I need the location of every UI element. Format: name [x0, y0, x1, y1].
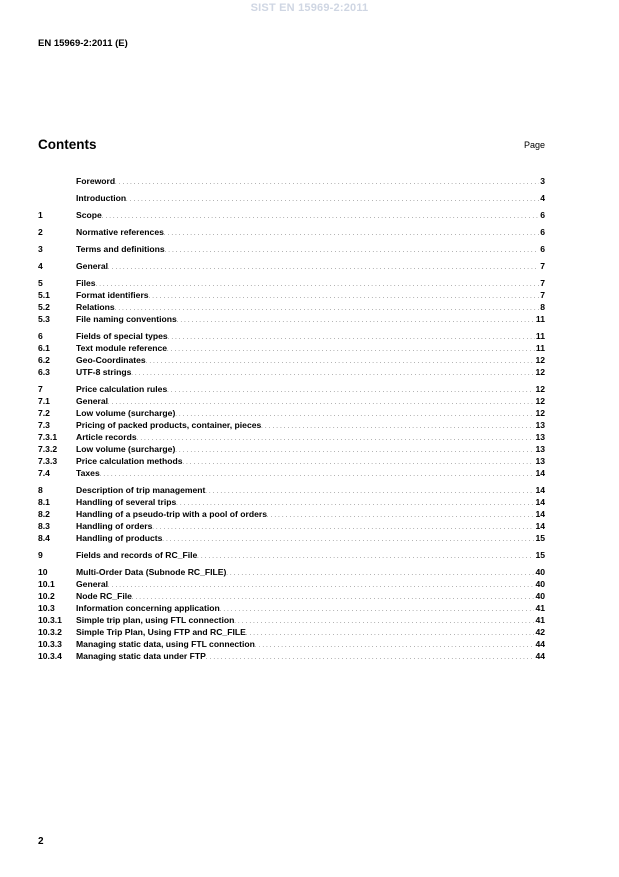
toc-entry-title: Relations	[76, 302, 115, 312]
toc-entry-page: 11	[535, 331, 545, 341]
toc-leader-dots	[162, 532, 534, 546]
toc-entry-number: 5.3	[38, 314, 50, 324]
toc-entry-page: 6	[540, 210, 545, 220]
toc-leader-dots	[126, 192, 539, 206]
toc-entry[interactable]	[38, 407, 545, 419]
toc-entry-page: 14	[535, 509, 545, 519]
toc-leader-dots	[197, 549, 534, 563]
toc-entry-number: 8.2	[38, 509, 50, 519]
toc-entry[interactable]	[38, 175, 545, 187]
toc-entry-title: File naming conventions	[76, 314, 177, 324]
toc-entry-number: 6.2	[38, 355, 50, 365]
toc-entry-number: 7.3.3	[38, 456, 58, 466]
toc-entry[interactable]	[38, 330, 545, 342]
toc-entry-page: 6	[540, 244, 545, 254]
toc-entry-number: 5	[38, 278, 43, 288]
toc-entry-page: 41	[535, 603, 545, 613]
toc-entry-page: 41	[535, 615, 545, 625]
toc-entry-number: 6.3	[38, 367, 50, 377]
toc-entry-number: 5.1	[38, 290, 50, 300]
toc-entry[interactable]	[38, 566, 545, 578]
toc-entry-page: 40	[535, 579, 545, 589]
toc-entry-page: 15	[535, 533, 545, 543]
toc-entry[interactable]	[38, 532, 545, 544]
toc-entry-number: 8	[38, 485, 43, 495]
page-column-label: Page	[523, 140, 545, 150]
toc-entry-page: 40	[535, 567, 545, 577]
toc-entry-title: Handling of several trips	[76, 497, 177, 507]
toc-entry[interactable]	[38, 467, 545, 479]
toc-entry-page: 14	[535, 468, 545, 478]
document-id: EN 15969-2:2011 (E)	[38, 38, 128, 49]
toc-entry-title: Geo-Coordinates	[76, 355, 146, 365]
toc-entry-title: Managing static data, using FTL connection	[76, 639, 255, 649]
toc-entry-number: 10.3.2	[38, 627, 62, 637]
toc-entry[interactable]	[38, 455, 545, 467]
toc-entry[interactable]	[38, 496, 545, 508]
toc-entry-number: 7.2	[38, 408, 50, 418]
toc-entry-page: 13	[535, 444, 545, 454]
toc-entry[interactable]	[38, 650, 545, 662]
toc-entry-title: Handling of orders	[76, 521, 153, 531]
toc-entry-page: 40	[535, 591, 545, 601]
toc-entry-title: Fields of special types	[76, 331, 168, 341]
toc-entry[interactable]	[38, 395, 545, 407]
toc-entry-page: 7	[540, 261, 545, 271]
toc-entry-number: 2	[38, 227, 43, 237]
toc-entry-number: 7.4	[38, 468, 50, 478]
toc-entry[interactable]	[38, 354, 545, 366]
toc-entry[interactable]	[38, 209, 545, 221]
toc-entry-page: 12	[535, 355, 545, 365]
toc-entry-page: 7	[540, 278, 545, 288]
toc-entry-title: Low volume (surcharge)	[76, 444, 176, 454]
toc-entry-number: 6	[38, 331, 43, 341]
toc-entry[interactable]	[38, 277, 545, 289]
toc-leader-dots	[131, 366, 534, 380]
toc-entry-number: 1	[38, 210, 43, 220]
toc-entry-page: 6	[540, 227, 545, 237]
toc-entry[interactable]	[38, 508, 545, 520]
toc-leader-dots	[100, 467, 535, 481]
toc-entry-page: 7	[540, 290, 545, 300]
toc-entry-number: 7	[38, 384, 43, 394]
toc-entry-title: Foreword	[76, 176, 116, 186]
toc-entry[interactable]	[38, 549, 545, 561]
toc-entry-title: UTF-8 strings	[76, 367, 132, 377]
toc-entry-number: 9	[38, 550, 43, 560]
toc-entry-title: Taxes	[76, 468, 100, 478]
toc-entry-title: Information concerning application	[76, 603, 220, 613]
toc-entry[interactable]	[38, 342, 545, 354]
toc-entry-number: 10.3	[38, 603, 55, 613]
toc-entry[interactable]	[38, 260, 545, 272]
toc-entry-title: Pricing of packed products, container, pieces	[76, 420, 262, 430]
toc-entry[interactable]	[38, 419, 545, 431]
toc-entry[interactable]	[38, 192, 545, 204]
toc-entry[interactable]	[38, 626, 545, 638]
toc-entry-title: Fields and records of RC_File	[76, 550, 198, 560]
toc-entry-page: 15	[535, 550, 545, 560]
toc-entry[interactable]	[38, 590, 545, 602]
toc-entry[interactable]	[38, 578, 545, 590]
toc-entry-title: Price calculation rules	[76, 384, 168, 394]
toc-entry-title: General	[76, 579, 109, 589]
toc-entry-title: Text module reference	[76, 343, 168, 353]
watermark: SIST EN 15969-2:2011	[250, 2, 369, 14]
toc-entry[interactable]	[38, 520, 545, 532]
toc-entry-number: 10.1	[38, 579, 55, 589]
toc-entry-title: Format identifiers	[76, 290, 149, 300]
toc-entry-page: 14	[535, 485, 545, 495]
toc-entry-page: 11	[535, 343, 545, 353]
toc-entry-number: 8.3	[38, 521, 50, 531]
toc-entry[interactable]	[38, 289, 545, 301]
toc-entry-page: 3	[540, 176, 545, 186]
toc-entry-page: 4	[540, 193, 545, 203]
toc-entry-page: 12	[535, 408, 545, 418]
toc-entry-page: 12	[535, 367, 545, 377]
toc-entry-number: 6.1	[38, 343, 50, 353]
toc-entry[interactable]	[38, 614, 545, 626]
toc-entry[interactable]	[38, 313, 545, 325]
toc-entry-title: Simple Trip Plan, Using FTP and RC_FILE	[76, 627, 246, 637]
toc-entry-page: 8	[540, 302, 545, 312]
toc-entry-title: Terms and definitions	[76, 244, 165, 254]
toc-entry-title: Managing static data under FTP	[76, 651, 206, 661]
toc-entry-title: Price calculation methods	[76, 456, 183, 466]
toc-entry[interactable]	[38, 484, 545, 496]
toc-entry-title: Low volume (surcharge)	[76, 408, 176, 418]
toc-entry-number: 7.3.1	[38, 432, 58, 442]
toc-entry-title: Normative references	[76, 227, 164, 237]
toc-entry-title: Multi-Order Data (Subnode RC_FILE)	[76, 567, 227, 577]
toc-entry-title: Scope	[76, 210, 102, 220]
toc-entry-title: Node RC_File	[76, 591, 132, 601]
toc-entry-page: 13	[535, 456, 545, 466]
toc-entry-title: Simple trip plan, using FTL connection	[76, 615, 235, 625]
toc-entry-page: 42	[535, 627, 545, 637]
toc-entry-number: 7.3.2	[38, 444, 58, 454]
page-number: 2	[38, 836, 44, 847]
toc-entry-title: Files	[76, 278, 96, 288]
toc-leader-dots	[165, 243, 540, 257]
toc-entry-number: 10.3.3	[38, 639, 62, 649]
toc-entry-page: 44	[535, 639, 545, 649]
toc-entry-title: General	[76, 396, 109, 406]
toc-entry[interactable]	[38, 638, 545, 650]
toc-entry-title: Handling of a pseudo-trip with a pool of orders	[76, 509, 267, 519]
toc-leader-dots	[177, 313, 535, 327]
toc-entry-number: 7.3	[38, 420, 50, 430]
toc-entry-title: Description of trip management	[76, 485, 206, 495]
toc-entry-page: 14	[535, 497, 545, 507]
toc-leader-dots	[108, 260, 539, 274]
toc-entry[interactable]	[38, 301, 545, 313]
toc-entry-number: 3	[38, 244, 43, 254]
toc-entry-title: Introduction	[76, 193, 127, 203]
toc-entry-page: 13	[535, 420, 545, 430]
toc-entry-number: 7.1	[38, 396, 50, 406]
toc-leader-dots	[164, 226, 539, 240]
toc-entry[interactable]	[38, 431, 545, 443]
toc-entry-number: 10.2	[38, 591, 55, 601]
toc-entry[interactable]	[38, 383, 545, 395]
toc-entry-page: 11	[535, 314, 545, 324]
toc-entry-number: 8.1	[38, 497, 50, 507]
toc-entry[interactable]	[38, 366, 545, 378]
toc-leader-dots	[102, 209, 539, 223]
toc-entry-number: 10.3.1	[38, 615, 62, 625]
toc-entry[interactable]	[38, 602, 545, 614]
toc-entry-page: 14	[535, 521, 545, 531]
toc-entry-number: 5.2	[38, 302, 50, 312]
toc-entry-page: 12	[535, 396, 545, 406]
toc-entry[interactable]	[38, 226, 545, 238]
table-of-contents	[38, 175, 545, 662]
toc-entry-page: 44	[535, 651, 545, 661]
toc-entry-number: 4	[38, 261, 43, 271]
toc-entry-number: 10.3.4	[38, 651, 62, 661]
page-title: Contents	[38, 137, 97, 152]
toc-entry[interactable]	[38, 243, 545, 255]
toc-entry-number: 8.4	[38, 533, 50, 543]
toc-leader-dots	[206, 650, 535, 664]
toc-entry-number: 10	[38, 567, 48, 577]
toc-entry-page: 13	[535, 432, 545, 442]
toc-entry-title: Article records	[76, 432, 137, 442]
toc-entry-title: General	[76, 261, 109, 271]
toc-entry-title: Handling of products	[76, 533, 163, 543]
toc-leader-dots	[115, 175, 539, 189]
toc-entry-page: 12	[535, 384, 545, 394]
toc-entry[interactable]	[38, 443, 545, 455]
